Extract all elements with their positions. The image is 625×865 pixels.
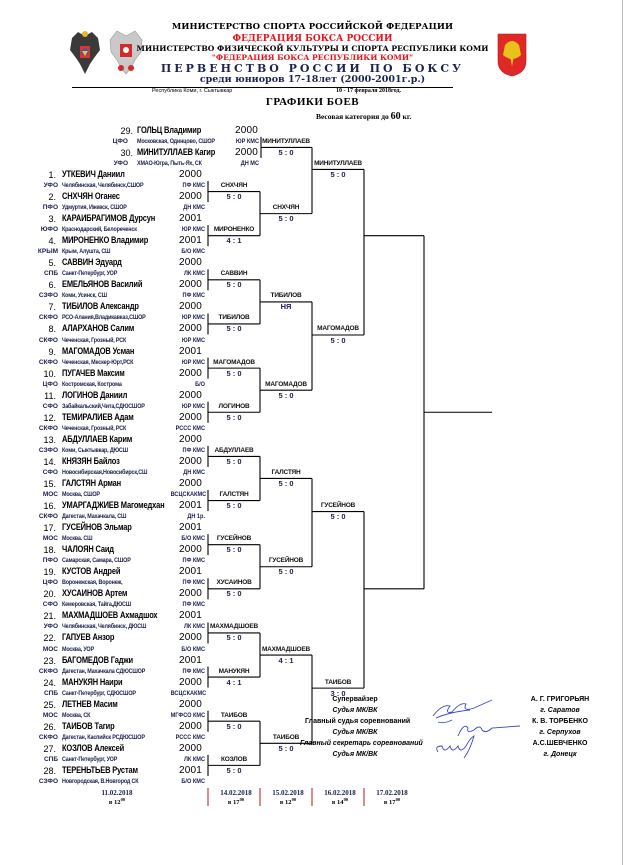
- athlete-name: КНЯЗЯН Байлоз: [62, 455, 120, 467]
- match-winner: КОЗЛОВ: [220, 755, 248, 763]
- athlete-birth-year: 2001: [179, 213, 203, 225]
- athlete-district: ЦФО: [112, 137, 128, 145]
- match-score: 5 : 0: [226, 545, 242, 555]
- athlete-district: КРЫМ: [37, 248, 58, 256]
- weight-suffix: кг.: [402, 112, 412, 121]
- athlete-rank: Б/О: [195, 380, 205, 388]
- minutes: 00: [291, 797, 297, 802]
- athlete-region: Дагестан, Каспийск РСДЮСШОР: [62, 733, 145, 741]
- athlete-rank: ПФ КМС: [182, 601, 205, 609]
- athlete-region: Дагестан, Махачкала, СШ: [62, 513, 127, 521]
- athlete-number: 2.: [48, 192, 56, 203]
- athlete-district: МОС: [42, 535, 58, 543]
- official-category: Судья МК/ВК: [332, 729, 378, 736]
- athlete-birth-year: 2001: [179, 500, 203, 512]
- athlete-region: Санкт-Петербург, УОР: [62, 270, 118, 278]
- match-winner: МАНУКЯН: [218, 667, 250, 675]
- athlete-number: 18.: [43, 545, 56, 556]
- athlete-region: Чеченская, Грозный, РСК: [62, 424, 127, 432]
- match-winner: ХУСАИНОВ: [216, 579, 252, 587]
- athlete-birth-year: 2000: [179, 455, 203, 467]
- athlete-rank: Б/О КМС: [181, 777, 205, 785]
- athlete-birth-year: 2000: [179, 389, 203, 401]
- weight-value: 60: [390, 111, 401, 122]
- athlete-district: СФО: [42, 402, 58, 410]
- athlete-name: ГАПУЕВ Анзор: [62, 632, 115, 644]
- athlete-number: 11.: [44, 390, 56, 401]
- athlete-birth-year: 2000: [179, 544, 203, 556]
- athlete-region: Костромская, Кострома: [62, 380, 122, 388]
- athlete-rank: ПФ КМС: [182, 292, 205, 300]
- time-text: [258, 797, 318, 806]
- athlete-name: АБДУЛЛАЕВ Карим: [62, 433, 133, 445]
- athlete-birth-year: 2001: [179, 522, 203, 534]
- athlete-name: ЛОГИНОВ Даниил: [62, 389, 128, 401]
- athlete-rank: МГФСО КМС: [170, 711, 206, 719]
- athlete-region: Москва. СШ: [62, 535, 93, 543]
- athlete-region: Санкт-Петербург, СДЮСШОР: [62, 689, 136, 697]
- athlete-district: СКФО: [38, 733, 58, 741]
- official-city: г. Донецк: [543, 751, 577, 758]
- match-score: 5 : 0: [278, 214, 294, 224]
- athlete-name: ТИБИЛОВ Александр: [62, 301, 139, 313]
- schedule-date: [87, 789, 147, 806]
- athlete-district: СЗФО: [38, 777, 58, 785]
- match-winner: МАХМАДШОЕВ: [261, 645, 311, 653]
- athlete-rank: ПФ КМС: [182, 579, 205, 587]
- athlete-birth-year: 2000: [179, 191, 203, 203]
- athlete-rank: Б/О КМС: [181, 248, 205, 256]
- schedule-separator: [259, 788, 261, 806]
- athlete-district: СКФО: [38, 667, 58, 675]
- athlete-number: 1.: [48, 170, 56, 180]
- athlete-district: ПФО: [42, 557, 58, 565]
- athlete-number: 14.: [43, 456, 56, 467]
- match-winner: МИРОНЕНКО: [213, 226, 255, 234]
- athlete-number: 23.: [43, 655, 56, 666]
- athlete-district: ЦФО: [42, 380, 58, 388]
- athlete-name: ТЕМИРАЛИЕВ Адам: [62, 411, 134, 423]
- athlete-rank: ЮР КМС: [181, 336, 205, 344]
- match-winner: ТАИБОВ: [272, 733, 300, 741]
- athlete-number: 24.: [43, 677, 56, 688]
- athlete-district: СКФО: [38, 336, 58, 344]
- athlete-birth-year: 2000: [235, 146, 259, 158]
- hour: в 17: [227, 799, 240, 807]
- athlete-number: 13.: [43, 434, 56, 445]
- match-score: 5 : 0: [226, 324, 242, 334]
- athlete-birth-year: 2001: [179, 764, 203, 776]
- match-score: 5 : 0: [226, 633, 242, 643]
- athlete-name: УТКЕВИЧ Даниил: [62, 169, 125, 180]
- official-role: Главный судья соревнований: [305, 718, 411, 725]
- athlete-number: 7.: [48, 302, 56, 313]
- athlete-birth-year: 2000: [179, 742, 203, 754]
- athlete-rank: ВСЦСКАКМС: [170, 689, 207, 697]
- athlete-name: ГАЛСТЯН Арман: [62, 477, 122, 489]
- event-location: Республика Коми, г. Сыктывкар: [152, 88, 233, 94]
- athlete-birth-year: 2001: [179, 235, 203, 247]
- match-score: 5 : 0: [330, 335, 346, 345]
- match-score: 5 : 0: [226, 765, 242, 775]
- athlete-region: Самарская, Самара, СШОР: [62, 557, 131, 565]
- athlete-number: 17.: [43, 523, 56, 534]
- match-winner: СНХЧЯН: [220, 182, 248, 190]
- official-city: г. Серпухов: [539, 729, 581, 736]
- athlete-region: Коми, Усинск, СШ: [62, 292, 107, 300]
- athlete-name: ГОЛЬЦ Владимир: [137, 124, 202, 136]
- match-winner: МАХМАДШОЕВ: [209, 623, 259, 631]
- athlete-birth-year: 2001: [179, 610, 203, 622]
- chief-judge-signature: [458, 726, 520, 736]
- athlete-region: Новосибирская,Новосибирск,СШ: [62, 468, 148, 476]
- match-score: НЯ: [280, 302, 292, 312]
- athlete-birth-year: 2000: [179, 632, 203, 644]
- match-winner: ГУСЕЙНОВ: [320, 502, 356, 510]
- athlete-name: МАНУКЯН Наири: [62, 676, 123, 688]
- match-score: 5 : 0: [226, 368, 242, 378]
- athlete-number: 20.: [43, 589, 56, 600]
- athlete-district: СПБ: [43, 755, 58, 763]
- date-text: 11.02.2018: [101, 789, 133, 797]
- athlete-region: Коми, Сыктывкар, ДЮСШ: [62, 446, 128, 454]
- athlete-region: Санкт-Петербург, УОР: [62, 755, 118, 763]
- match-score: 5 : 0: [226, 192, 242, 202]
- match-score: 5 : 0: [278, 567, 294, 577]
- athlete-number: 30.: [120, 147, 133, 158]
- time-text: [87, 797, 147, 806]
- athlete-rank: ЛК КМС: [183, 755, 205, 763]
- athlete-birth-year: 2000: [179, 367, 203, 379]
- match-score: 5 : 0: [226, 280, 242, 290]
- athlete-number: 6.: [48, 280, 56, 291]
- athlete-district: СКФО: [38, 513, 58, 521]
- athlete-region: Краснодарский, Белореченск: [62, 226, 137, 234]
- athlete-region: Чеченская, Мескер-Юрт,РСК: [62, 358, 134, 366]
- event-dates: 10 - 17 февраля 2018год.: [336, 88, 401, 94]
- athlete-region: Воронежская, Воронеж,: [62, 579, 123, 587]
- athlete-region: Москва, СК: [62, 711, 91, 719]
- match-score: 4 : 1: [226, 677, 242, 687]
- athlete-district: ЮФО: [40, 226, 58, 234]
- athlete-district: СЗФО: [38, 446, 58, 454]
- match-winner: МИНИТУЛЛАЕВ: [314, 159, 362, 167]
- athlete-name: БАГОМЕДОВ Гаджи: [62, 654, 133, 666]
- athlete-number: 21.: [43, 611, 56, 622]
- match-winner: ГУСЕЙНОВ: [268, 557, 304, 565]
- athlete-rank: ЛК КМС: [183, 270, 205, 278]
- athlete-rank: ЮР КМС: [235, 137, 259, 145]
- athlete-number: 15.: [43, 478, 56, 489]
- athlete-district: МОС: [42, 711, 58, 719]
- date-text: 17.02.2018: [376, 789, 408, 797]
- athlete-region: Удмуртия, Ижевск, СШОР: [62, 204, 127, 212]
- athlete-name: МИРОНЕНКО Владимир: [62, 235, 149, 247]
- athlete-region: Чеченская, Грозный, РСК: [62, 336, 127, 344]
- athlete-birth-year: 2001: [179, 345, 203, 357]
- match-winner: МИНИТУЛЛАЕВ: [262, 137, 310, 145]
- athlete-name: МАГОМАДОВ Усман: [62, 345, 135, 357]
- match-winner: МАГОМАДОВ: [213, 358, 255, 366]
- official-name: А.С.ШЕВЧЕНКО: [532, 740, 588, 747]
- athlete-number: 28.: [43, 765, 56, 776]
- athlete-region: Челябинская, Челябинск,СШОР: [62, 182, 144, 190]
- athlete-birth-year: 2000: [235, 124, 259, 136]
- athlete-district: УФО: [43, 182, 58, 190]
- athlete-rank: ДН КМС: [183, 204, 205, 212]
- athlete-rank: ПФ КМС: [182, 557, 205, 565]
- athlete-rank: РССС КМС: [175, 733, 205, 741]
- athlete-name: МАХМАДШОЕВ Ахмадшох: [62, 610, 158, 622]
- athlete-region: ХМАО-Югра, Пыть-Ях, СК: [137, 159, 202, 167]
- match-winner: ТИБИЛОВ: [270, 292, 302, 300]
- athlete-birth-year: 2000: [179, 411, 203, 423]
- supervisor-signature: [433, 700, 492, 723]
- athlete-rank: ДН 1р.: [187, 513, 205, 521]
- athlete-number: 22.: [43, 633, 56, 644]
- event-title: ПЕРВЕНСТВО РОССИИ ПО БОКСУ: [160, 62, 465, 75]
- page-title: ГРАФИКИ БОЕВ: [265, 96, 360, 108]
- time-text: [206, 797, 266, 806]
- athlete-district: СЗФО: [38, 292, 58, 300]
- federation-heading: ФЕДЕРАЦИЯ БОКСА РОССИИ: [232, 34, 393, 44]
- match-winner: АБДУЛЛАЕВ: [214, 446, 254, 454]
- official-name: А. Г. ГРИГОРЬЯН: [530, 696, 590, 703]
- match-winner: ТАИБОВ: [220, 711, 248, 719]
- schedule-separator: [311, 788, 313, 806]
- hour: в 17: [383, 799, 396, 807]
- athlete-number: 3.: [48, 214, 56, 225]
- schedule-separator: [363, 788, 365, 806]
- schedule-separator: [207, 788, 209, 806]
- athlete-name: ТАИБОВ Тагир: [62, 720, 115, 732]
- time-text: [362, 797, 422, 806]
- match-score: 5 : 0: [330, 170, 346, 179]
- athlete-name: АЛАРХАНОВ Салим: [62, 323, 135, 335]
- minutes: 00: [343, 797, 349, 802]
- weight-prefix: Весовая категория до: [316, 112, 389, 121]
- athlete-number: 5.: [48, 258, 56, 269]
- athlete-district: МОС: [42, 491, 58, 498]
- regional-ministry-heading: МИНИСТЕРСТВО ФИЗИЧЕСКОЙ КУЛЬТУРЫ И СПОРТА РЕСПУБЛИКИ КОМИ: [136, 44, 489, 53]
- schedule-date: [258, 789, 318, 806]
- official-city: г. Саратов: [540, 707, 580, 714]
- match-winner: ГАЛСТЯН: [219, 491, 249, 498]
- ministry-heading: МИНИСТЕРСТВО СПОРТА РОССИЙСКОЙ ФЕДЕРАЦИИ: [171, 22, 454, 32]
- match-winner: ТИБИЛОВ: [218, 314, 250, 322]
- athlete-rank: ВСЦСКАКМС: [170, 491, 207, 498]
- athlete-number: 25.: [43, 699, 56, 710]
- athlete-district: СКФО: [38, 358, 58, 366]
- athlete-birth-year: 2000: [179, 477, 203, 489]
- minutes: 00: [120, 797, 126, 802]
- schedule-date: [206, 789, 266, 806]
- match-score: 5 : 0: [226, 589, 242, 599]
- date-text: 14.02.2018: [220, 789, 252, 797]
- athlete-rank: ПФ КМС: [182, 446, 205, 454]
- regional-federation-heading: "ФЕДЕРАЦИЯ БОКСА РЕСПУБЛИКИ КОМИ": [211, 53, 414, 62]
- match-score: 5 : 0: [226, 456, 242, 466]
- match-winner: ЛОГИНОВ: [218, 402, 250, 410]
- athlete-region: Челябинская, Челябинск, ДЮСШ: [62, 623, 147, 631]
- date-text: 16.02.2018: [324, 789, 356, 797]
- athlete-rank: ЮР КМС: [181, 314, 205, 322]
- athlete-number: 9.: [48, 346, 56, 357]
- schedule-date: [310, 789, 370, 806]
- athlete-number: 29.: [120, 125, 133, 136]
- athlete-rank: Б/О КМС: [181, 535, 205, 543]
- athlete-rank: ЛК КМС: [183, 623, 205, 631]
- athlete-birth-year: 2001: [179, 654, 203, 666]
- match-winner: ГУСЕЙНОВ: [216, 535, 252, 543]
- athlete-district: СФО: [42, 601, 58, 609]
- match-score: 4 : 1: [278, 655, 294, 665]
- athlete-rank: ПФ КМС: [182, 182, 205, 190]
- athlete-region: Забайкальский,Чита,СДЮСШОР: [62, 402, 145, 410]
- athlete-region: Москва, СШОР: [62, 491, 100, 498]
- athlete-rank: ЮР КМС: [181, 402, 205, 410]
- minutes: 00: [395, 797, 401, 802]
- athlete-district: СКФО: [38, 314, 58, 322]
- athlete-district: УФО: [43, 623, 58, 631]
- athlete-rank: ПФ КМС: [182, 667, 205, 675]
- schedule-date: [362, 789, 422, 806]
- event-subtitle: среди юниоров 17-18лет (2000-2001г.р.): [199, 74, 426, 85]
- match-score: 5 : 0: [226, 412, 242, 422]
- athlete-district: ЦФО: [42, 579, 58, 587]
- athlete-birth-year: 2000: [179, 433, 203, 445]
- athlete-region: Московская, Одинцово, СШОР: [137, 137, 215, 145]
- match-score: 5 : 0: [226, 501, 242, 511]
- athlete-birth-year: 2000: [179, 323, 203, 335]
- match-score: 3 : 0: [330, 688, 346, 698]
- date-text: 15.02.2018: [272, 789, 304, 797]
- athlete-district: МОС: [42, 645, 58, 653]
- athlete-birth-year: 2001: [179, 566, 203, 578]
- athlete-rank: РССС КМС: [175, 424, 205, 432]
- match-score: 5 : 0: [330, 512, 346, 522]
- athlete-rank: ДН КМС: [183, 468, 205, 476]
- hour: в 14: [331, 799, 344, 807]
- athlete-name: ХУСАИНОВ Артем: [62, 588, 128, 600]
- match-winner: СНХЧЯН: [272, 204, 300, 212]
- athlete-rank: ДН МС: [240, 159, 259, 167]
- athlete-birth-year: 2000: [179, 676, 203, 688]
- athlete-name: ЧАЛОЯН Саид: [62, 544, 114, 556]
- athlete-birth-year: 2000: [179, 588, 203, 600]
- athlete-number: 16.: [43, 501, 56, 512]
- athlete-district: УФО: [113, 159, 128, 167]
- match-winner: ТАИБОВ: [324, 678, 352, 686]
- athlete-region: Новгородская, В.Новгород СК: [62, 777, 139, 785]
- athlete-district: СПБ: [43, 270, 58, 278]
- athlete-district: СПБ: [43, 689, 58, 697]
- athlete-region: РСО-Алания,Владикавказ,СШОР: [62, 314, 146, 322]
- athlete-birth-year: 2000: [179, 169, 203, 180]
- athlete-number: 4.: [48, 236, 56, 247]
- official-role: Супервайзер: [332, 696, 378, 703]
- athlete-rank: ЮР КМС: [181, 226, 205, 234]
- time-text: [310, 797, 370, 806]
- athlete-district: ПФО: [42, 204, 58, 212]
- match-score: 4 : 1: [226, 236, 242, 246]
- athlete-number: 10.: [43, 368, 56, 379]
- athlete-rank: Б/О КМС: [181, 645, 205, 653]
- athlete-number: 26.: [43, 721, 56, 732]
- athlete-name: ТЕРЕНЬТЬЕВ Рустам: [62, 764, 138, 776]
- athlete-rank: ЮР КМС: [181, 358, 205, 366]
- athlete-district: СФО: [42, 468, 58, 476]
- match-score: 5 : 0: [278, 390, 294, 400]
- athlete-name: КУСТОВ Андрей: [62, 566, 121, 578]
- athlete-birth-year: 2000: [179, 301, 203, 313]
- match-score: 5 : 0: [278, 743, 294, 753]
- athlete-birth-year: 2000: [179, 257, 203, 269]
- athlete-name: ГУСЕЙНОВ Эльмар: [62, 522, 132, 534]
- secretary-signature: [437, 736, 474, 758]
- athlete-name: МИНИТУЛЛАЕВ Кагир: [137, 146, 216, 158]
- official-name: К. В. ТОРБЕНКО: [532, 718, 588, 725]
- athlete-birth-year: 2000: [179, 698, 203, 710]
- match-winner: МАГОМАДОВ: [265, 380, 307, 388]
- hour: в 12: [279, 799, 292, 807]
- match-winner: ГАЛСТЯН: [271, 468, 301, 476]
- athlete-birth-year: 2000: [179, 720, 203, 732]
- athlete-number: 12.: [43, 412, 56, 423]
- minutes: 00: [239, 797, 245, 802]
- athlete-name: УМАРГАДЖИЕВ Магомедхан: [62, 500, 165, 512]
- athlete-name: КОЗЛОВ Алексей: [62, 742, 125, 754]
- athlete-name: КАРАИБРАГИМОВ Дурсун: [62, 213, 156, 225]
- official-category: Судья МК/ВК: [332, 707, 378, 714]
- athlete-name: ЛЕТНЕВ Масим: [62, 698, 118, 710]
- athlete-name: ЕМЕЛЬЯНОВ Василий: [62, 279, 143, 291]
- athlete-district: СКФО: [38, 424, 58, 432]
- athlete-name: ПУГАЧЕВ Максим: [62, 367, 125, 379]
- athlete-region: Кемеровская, Тайга,ДЮСШ: [62, 601, 132, 609]
- official-category: Судья МК/ВК: [332, 751, 378, 758]
- athlete-number: 8.: [48, 324, 56, 335]
- athlete-birth-year: 2000: [179, 279, 203, 291]
- athlete-name: СНХЧЯН Оганес: [62, 191, 120, 203]
- official-role: Главный секретарь соревнований: [300, 740, 423, 747]
- athlete-number: 27.: [43, 743, 56, 754]
- match-winner: САВВИН: [220, 270, 248, 278]
- hour: в 12: [108, 799, 121, 807]
- match-score: 5 : 0: [278, 147, 294, 157]
- athlete-number: 19.: [43, 567, 56, 578]
- athlete-region: Дагестан, Махачкала СДЮСШОР: [62, 667, 146, 675]
- athlete-region: Москва, УОР: [62, 645, 94, 653]
- athlete-name: САВВИН Эдуард: [62, 257, 122, 269]
- signatures: [430, 694, 530, 764]
- athlete-region: Крым, Алушта, СШ: [62, 248, 111, 256]
- match-score: 5 : 0: [226, 721, 242, 731]
- match-score: 5 : 0: [278, 478, 294, 488]
- match-winner: МАГОМАДОВ: [317, 325, 359, 333]
